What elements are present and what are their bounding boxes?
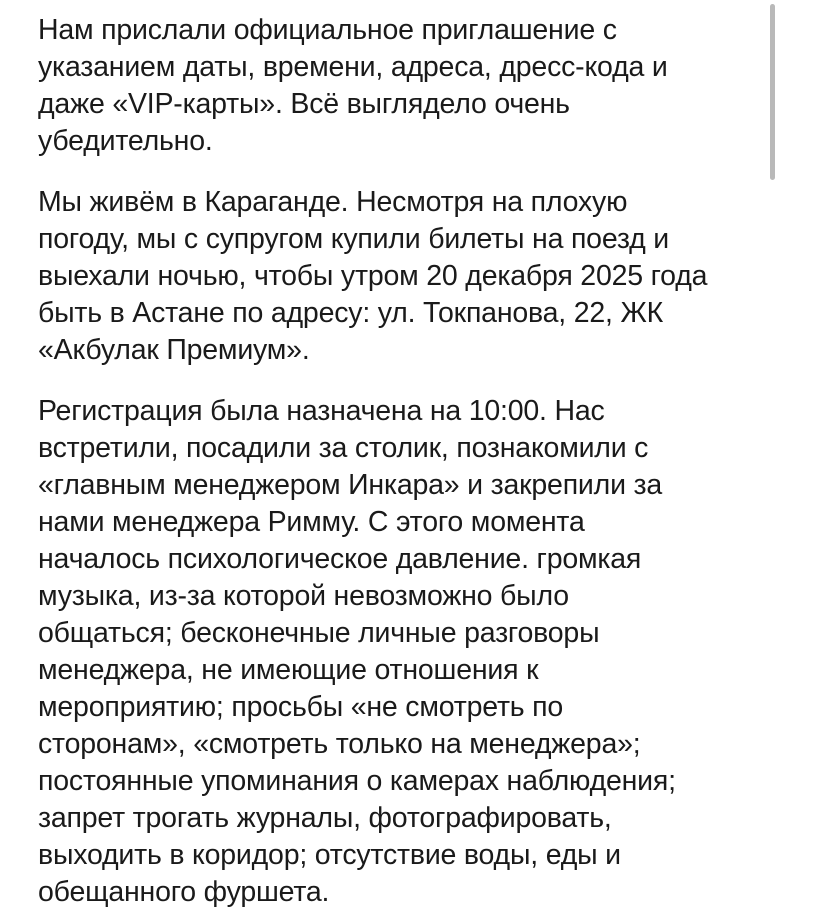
text-line: погоду, мы с супругом купили билеты на поезд и — [38, 223, 669, 255]
text-line: убедительно. — [38, 125, 213, 157]
text-line: постоянные упоминания о камерах наблюдения; — [38, 765, 676, 797]
paragraph-trip — [38, 184, 773, 369]
text-line: «главным менеджером Инкара» и закрепили за — [38, 469, 663, 501]
text-line: мероприятию; просьбы «не смотреть по — [38, 691, 564, 723]
text-line: указанием даты, времени, адреса, дресс-кода и — [38, 51, 668, 83]
text-line: «Акбулак Премиум». — [38, 334, 310, 366]
text-line: запрет трогать журналы, фотографировать, — [38, 802, 612, 834]
text-line: даже «VIP-карты». Всё выглядело очень — [38, 88, 570, 120]
text-line: выехали ночью, чтобы утром 20 декабря 2025 года — [38, 260, 708, 292]
text-line: общаться; бесконечные личные разговоры — [38, 617, 600, 649]
text-line: Мы живём в Караганде. Несмотря на плохую — [38, 186, 628, 218]
message-text — [38, 12, 773, 924]
text-line: сторонам», «смотреть только на менеджера»; — [38, 728, 641, 760]
text-line: нами менеджера Римму. С этого момента — [38, 506, 585, 538]
text-line: Регистрация была назначена на 10:00. Нас — [38, 395, 605, 427]
text-line: обещанного фуршета. — [38, 876, 330, 908]
text-line: началось психологическое давление. громкая — [38, 543, 642, 575]
text-line: Нам прислали официальное приглашение с — [38, 14, 617, 46]
paragraph-registration — [38, 393, 773, 911]
text-line: музыка, из-за которой невозможно было — [38, 580, 569, 612]
text-line: менеджера, не имеющие отношения к — [38, 654, 539, 686]
text-line: быть в Астане по адресу: ул. Токпанова, 22, ЖК — [38, 297, 663, 329]
text-line: встретили, посадили за столик, познакомили с — [38, 432, 649, 464]
paragraph-invitation — [38, 12, 773, 160]
text-line: выходить в коридор; отсутствие воды, еды и — [38, 839, 621, 871]
